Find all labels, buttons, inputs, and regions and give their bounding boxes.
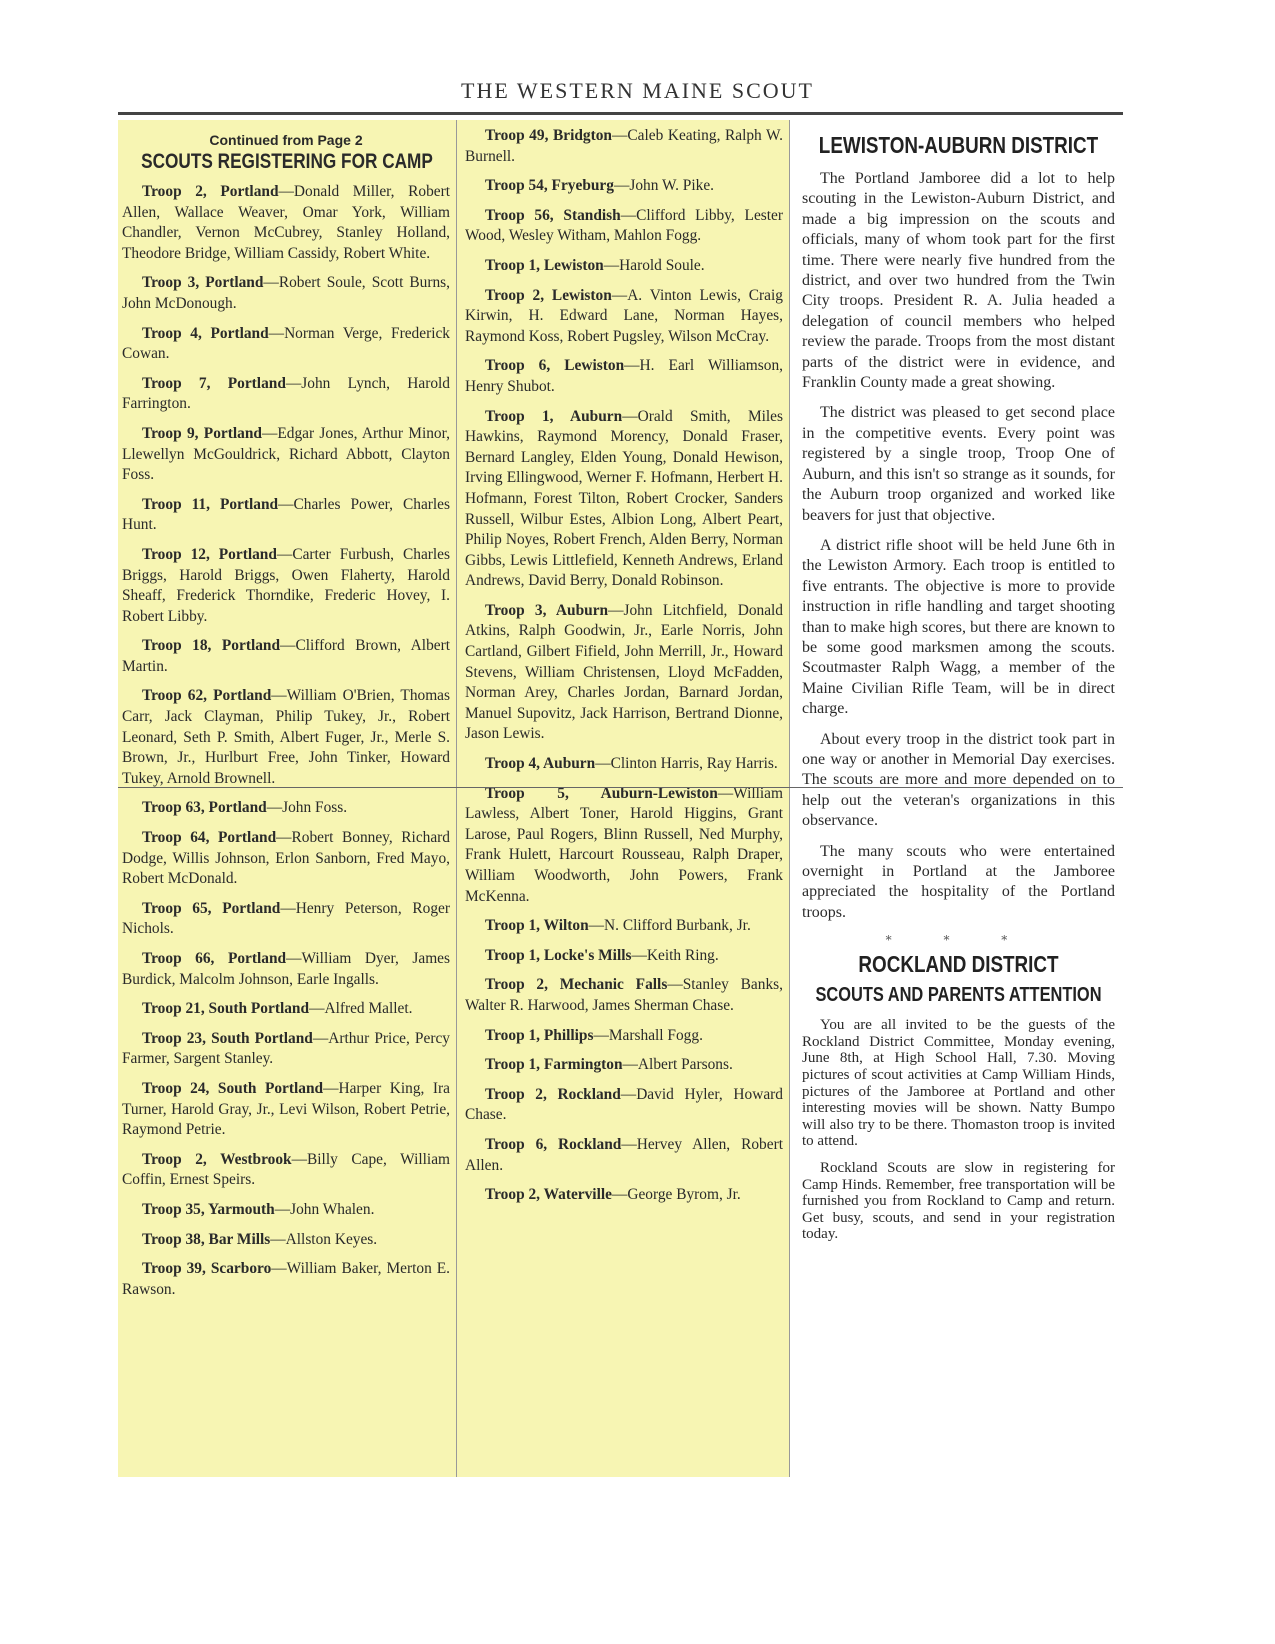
scout-names: —Billy Cape, William Coffin, Ernest Speirs.: [122, 1150, 450, 1189]
troop-entry: [122, 424, 450, 486]
scout-names: —Stanley Banks, Walter R. Harwood, James Sherman Chase.: [465, 976, 783, 1014]
troop-entry: [122, 1029, 450, 1070]
scout-names: —Keith Ring.: [631, 946, 719, 964]
troop-name: Troop 6, Rockland: [485, 1135, 622, 1153]
troop-name: Troop 56, Standish: [485, 206, 621, 224]
troop-name: Troop 21, South Portland: [142, 1000, 310, 1018]
troop-entry: [122, 1230, 450, 1251]
scout-names: —Clifford Libby, Lester Wood, Wesley Witham, Mahlon Fogg.: [465, 206, 783, 245]
scout-names: —Clinton Harris, Ray Harris.: [595, 755, 778, 773]
lewiston-paragraph: The district was pleased to get second place in the competitive events. Every point was registered by a single troop, Troop One of Auburn, and this isn't so strange as it sounds, for the Auburn troop organized and worked like beavers for just that objective.: [802, 404, 1115, 524]
troop-name: Troop 54, Fryeburg: [485, 177, 614, 195]
troop-name: Troop 4, Portland: [142, 324, 269, 342]
scout-names: —Henry Peterson, Roger Nichols.: [122, 899, 450, 938]
troop-name: Troop 63, Portland: [142, 799, 267, 817]
col2-list: [465, 126, 783, 1206]
list-title: SCOUTS REGISTERING FOR CAMP: [141, 150, 433, 173]
lewiston-paragraph: The many scouts who were entertained overnight in Portland at the Jamboree appreciated the hospitality of the Portland troops.: [802, 842, 1115, 921]
troop-entry: [122, 1200, 450, 1221]
scout-names: —Arthur Price, Percy Farmer, Sargent Stanley.: [122, 1029, 450, 1068]
troop-entry: [122, 495, 450, 536]
scout-names: —John W. Pike.: [613, 177, 715, 195]
troop-entry: [122, 686, 450, 789]
troop-name: Troop 2, Lewiston: [485, 286, 612, 304]
troop-entry: [122, 949, 450, 990]
troop-entry: [465, 601, 783, 745]
scout-names: —Caleb Keating, Ralph W. Burnell.: [465, 127, 783, 165]
scout-names: —Charles Power, Charles Hunt.: [122, 495, 450, 534]
scout-names: —John Foss.: [266, 799, 348, 817]
troop-name: Troop 39, Scarboro: [142, 1260, 272, 1278]
troop-entry: [122, 828, 450, 890]
troop-entry: [122, 1150, 450, 1191]
scout-names: —Alfred Mallet.: [309, 1000, 413, 1018]
troop-name: Troop 11, Portland: [142, 495, 279, 513]
troop-entry: [465, 1055, 783, 1076]
troop-name: Troop 1, Locke's Mills: [485, 946, 632, 964]
continued-note: Continued from Page 2: [209, 132, 363, 148]
scout-names: —John Whalen.: [274, 1200, 375, 1218]
troop-name: Troop 64, Portland: [142, 829, 277, 847]
troop-name: Troop 3, Auburn: [485, 601, 609, 619]
troop-name: Troop 35, Yarmouth: [142, 1200, 275, 1218]
scout-names: —H. Earl Williamson, Henry Shubot.: [465, 357, 783, 395]
troop-name: Troop 9, Portland: [142, 424, 262, 442]
col1-list: [122, 182, 450, 1300]
troop-entry: [122, 798, 450, 819]
troop-name: Troop 65, Portland: [142, 899, 281, 917]
scout-names: —Allston Keyes.: [270, 1230, 378, 1248]
troop-name: Troop 1, Lewiston: [485, 256, 604, 274]
troop-name: Troop 66, Portland: [142, 950, 287, 967]
scout-names: —David Hyler, Howard Chase.: [465, 1085, 783, 1124]
column-3: [790, 120, 1123, 1253]
troop-entry: [465, 206, 783, 247]
scout-names: —Edgar Jones, Arthur Minor, Llewellyn McGouldrick, Richard Abbott, Clayton Foss.: [122, 424, 450, 484]
troop-entry: [122, 182, 450, 264]
lewiston-paragraph: A district rifle shoot will be held June 6th in the Lewiston Armory. Each troop is entitled to five entrants. The objective is more to provide instruction in rifle handling and target shooting than to make high scores, but there are known to be some good marksmen among the scouts. Scoutmaster Ralph Wagg, a member of the Maine Civilian Rifle Team, will be in direct charge.: [802, 536, 1115, 718]
troop-name: Troop 38, Bar Mills: [142, 1230, 271, 1248]
scout-names: —Norman Verge, Frederick Cowan.: [122, 324, 450, 363]
troop-entry: [465, 975, 783, 1016]
troop-entry: [465, 286, 783, 348]
troop-entry: [122, 273, 450, 314]
troop-name: Troop 1, Phillips: [485, 1026, 594, 1044]
troop-name: Troop 2, Mechanic Falls: [485, 976, 668, 994]
scout-names: —Harper King, Ira Turner, Harold Gray, Jr., Levi Wilson, Robert Petrie, Raymond Petrie.: [122, 1079, 450, 1139]
scout-names: —John Lynch, Harold Farrington.: [122, 374, 450, 413]
scout-names: —George Byrom, Jr.: [611, 1186, 741, 1204]
scout-names: —Orald Smith, Miles Hawkins, Raymond Morency, Donald Fraser, Bernard Langley, Elden Young, Donald Hewison, Irving Ellingwood, Werner F. Hofmann, Herbert H. Hofmann, Forest Tilton, Robert Crocker, Sanders Russell, Wilbur Estes, Albion Long, Albert Peart, Philip Noyes, Robert French, Alden Berry, Norman Gibbs, Lewis Littlefield, Kenneth Andrews, Erland Andrews, David Berry, Donald Robinson.: [465, 407, 784, 590]
scout-names: —Albert Parsons.: [622, 1056, 733, 1074]
rockland-paragraph: You are all invited to be the guests of the Rockland District Committee, Monday evening, June 8th, at High School Hall, 7.30. Moving pictures of scout activities at Camp William Hinds, pictures of the Jamboree at Portland and other interesting movies will be shown. Natty Bumpo will also try to be there. Thomaston troop is invited to attend.: [802, 1017, 1115, 1150]
rockland-heading: ROCKLAND DISTRICT: [858, 951, 1059, 978]
troop-name: Troop 1, Auburn: [485, 407, 623, 425]
scout-names: —Donald Miller, Robert Allen, Wallace Weaver, Omar York, William Chandler, Vernon McCubrey, Stanley Holland, Theodore Bridge, William Cassidy, Robert White.: [122, 183, 450, 262]
troop-entry: [465, 1026, 783, 1047]
troop-entry: [465, 946, 783, 967]
scout-names: —Hervey Allen, Robert Allen.: [465, 1135, 783, 1174]
scout-names: —John Litchfield, Donald Atkins, Ralph Goodwin, Jr., Earle Norris, John Cartland, Gilbert Fifield, John Merrill, Jr., Howard Stevens, William Christensen, Lloyd McFadden, Norman Arey, Charles Jordan, Barnard Jordan, Manuel Supovitz, Jack Harrison, Bertrand Dionne, Jason Lewis.: [465, 601, 784, 743]
troop-name: Troop 5, Auburn-Lewiston: [485, 784, 718, 802]
troop-entry: [122, 636, 450, 677]
column-2: [456, 120, 790, 1477]
masthead: THE WESTERN MAINE SCOUT: [461, 78, 814, 103]
scout-names: —Robert Soule, Scott Burns, John McDonough.: [122, 274, 451, 312]
scout-names: —William Baker, Merton E. Rawson.: [122, 1260, 450, 1298]
lewiston-paragraph: About every troop in the district took part in one way or another in Memorial Day exercises. The scouts are more and more depended on to help out the veteran's organizations in this observance.: [802, 730, 1115, 830]
top-rule: [118, 112, 1123, 115]
rockland-paragraph: Rockland Scouts are slow in registering for Camp Hinds. Remember, free transportation will be furnished you from Rockland to Camp and return. Get busy, scouts, and send in your registration today.: [802, 1159, 1115, 1243]
troop-entry: [465, 916, 783, 937]
scout-names: —Marshall Fogg.: [593, 1026, 703, 1044]
troop-name: Troop 12, Portland: [142, 545, 277, 563]
troop-entry: [122, 324, 450, 365]
column-1: [118, 120, 456, 1477]
troop-entry: [465, 754, 783, 775]
troop-name: Troop 24, South Portland: [142, 1079, 324, 1097]
scout-names: —N. Clifford Burbank, Jr.: [588, 917, 751, 935]
troop-entry: [122, 899, 450, 940]
scout-names: —Harold Soule.: [603, 256, 705, 274]
lewiston-heading: LEWISTON-AUBURN DISTRICT: [818, 132, 1099, 158]
separator-stars: * * *: [885, 933, 1032, 948]
scout-names: —A. Vinton Lewis, Craig Kirwin, H. Edward Lane, Norman Hayes, Raymond Koss, Robert Pugsley, Wilson McCray.: [465, 286, 783, 345]
troop-name: Troop 2, Westbrook: [142, 1150, 292, 1168]
troop-name: Troop 6, Lewiston: [485, 357, 625, 375]
troop-entry: [122, 374, 450, 415]
troop-entry: [465, 1135, 783, 1176]
scout-names: —Robert Bonney, Richard Dodge, Willis Johnson, Erlon Sanborn, Fred Mayo, Robert McDonald.: [122, 829, 450, 888]
scout-names: —William Dyer, James Burdick, Malcolm Johnson, Earle Ingalls.: [122, 950, 450, 988]
troop-entry: [465, 1085, 783, 1126]
scout-names: —Carter Furbush, Charles Briggs, Harold Briggs, Owen Flaherty, Harold Sheaff, Frederick Thorndike, Frederic Hovey, I. Robert Libby.: [122, 545, 450, 625]
troop-entry: [122, 1259, 450, 1300]
troop-entry: [465, 356, 783, 397]
page-fold-line: [118, 787, 1123, 788]
troop-entry: [465, 1185, 783, 1206]
troop-entry: [122, 999, 450, 1020]
troop-entry: [465, 407, 783, 592]
rockland-subheading: SCOUTS AND PARENTS ATTENTION: [815, 984, 1102, 1007]
troop-name: Troop 7, Portland: [142, 374, 286, 392]
troop-entry: [122, 1079, 450, 1141]
troop-name: Troop 2, Portland: [142, 183, 279, 200]
troop-name: Troop 2, Waterville: [485, 1186, 612, 1204]
troop-name: Troop 23, South Portland: [142, 1029, 313, 1047]
troop-entry: [465, 176, 783, 197]
lewiston-paragraph: The Portland Jamboree did a lot to help scouting in the Lewiston-Auburn District, and made a big impression on the scouts and officials, many of whom took part for the first time. There were nearly five hundred from the district, and over two hundred from the Twin City troops. President R. A. Julia headed a delegation of council members who helped review the parade. Troops from the most distant parts of the district were in evidence, and Franklin County made a great showing.: [802, 170, 1115, 392]
troop-name: Troop 2, Rockland: [485, 1085, 621, 1103]
scout-names: —William Lawless, Albert Toner, Harold Higgins, Grant Larose, Paul Rogers, Blinn Russell, Ned Murphy, Frank Hulett, Harcourt Rousseau, Ralph Draper, William Woodworth, John Powers, Frank McKenna.: [465, 784, 783, 905]
scout-names: —Clifford Brown, Albert Martin.: [122, 637, 450, 675]
troop-name: Troop 18, Portland: [142, 637, 281, 655]
troop-name: Troop 49, Bridgton: [485, 127, 612, 144]
troop-name: Troop 1, Farmington: [485, 1056, 623, 1074]
troop-name: Troop 1, Wilton: [485, 917, 589, 935]
troop-entry: [122, 545, 450, 627]
troop-entry: [465, 784, 783, 908]
troop-name: Troop 3, Portland: [142, 274, 264, 292]
troop-entry: [465, 256, 783, 277]
troop-name: Troop 62, Portland: [142, 687, 272, 705]
troop-name: Troop 4, Auburn: [485, 755, 596, 773]
troop-entry: [465, 126, 783, 167]
scout-names: —William O'Brien, Thomas Carr, Jack Clayman, Philip Tukey, Jr., Robert Leonard, Seth P. Smith, Albert Fuger, Jr., Merle S. Brown, Jr., Hurlburt Free, John Tinker, Howard Tukey, Arnold Brownell.: [122, 687, 450, 787]
